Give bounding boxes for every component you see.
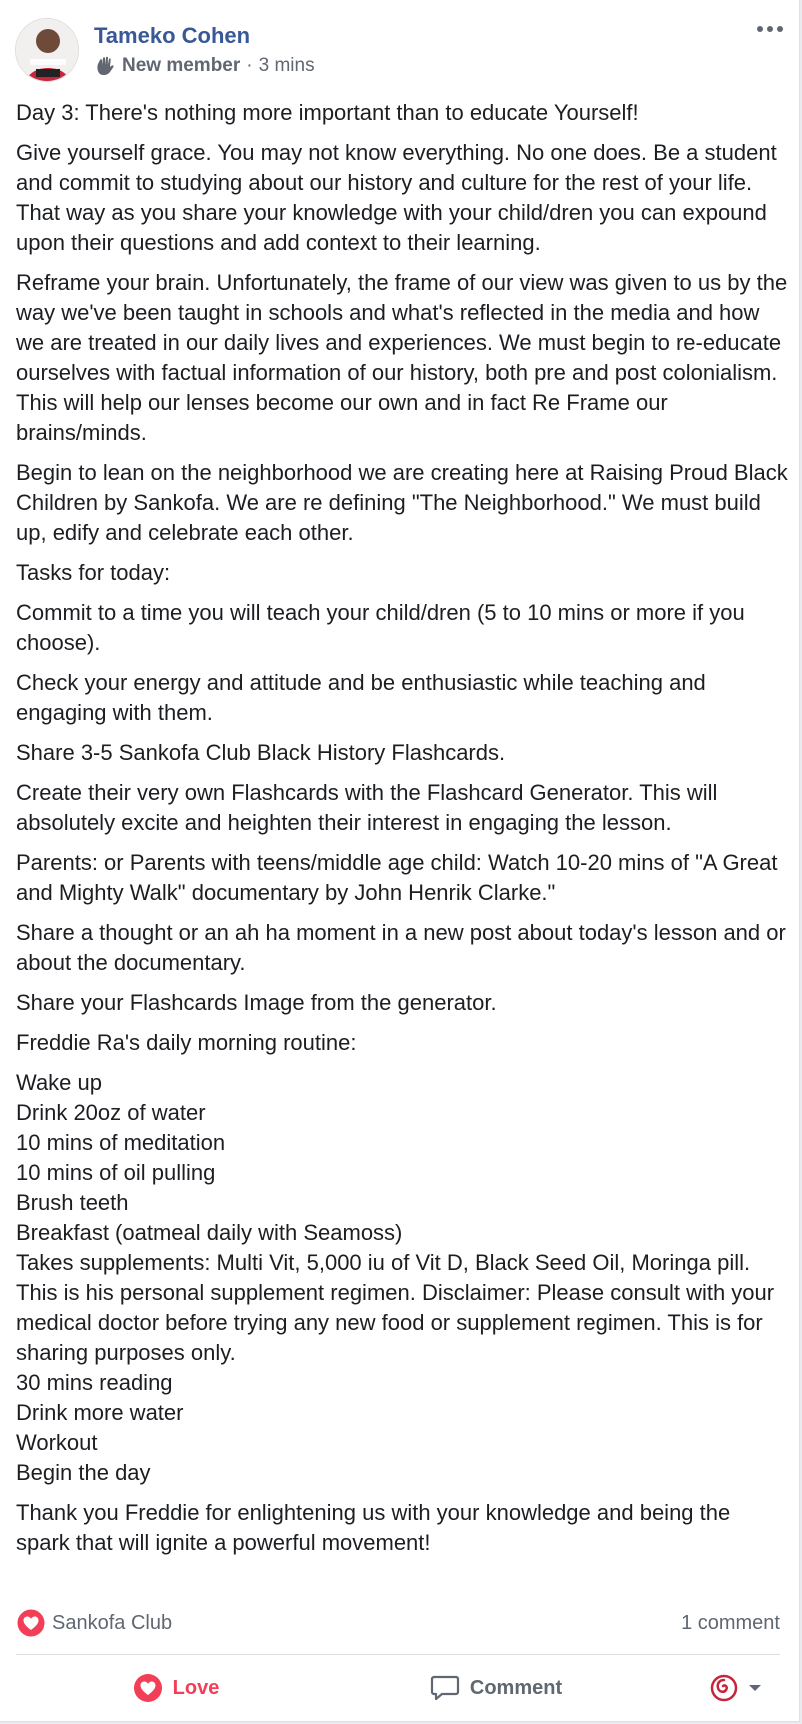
post-paragraph	[16, 458, 788, 548]
comment-label: Comment	[469, 1676, 563, 1699]
love-button[interactable]	[16, 1664, 336, 1712]
post-text-line: Breakfast (oatmeal daily with Seamoss)	[16, 1220, 403, 1245]
actions-divider	[16, 1654, 780, 1655]
post-text-line: Begin to lean on the neighborhood we are creating here at Raising Proud Black Children by Sankofa. We are re defining "The Neighborhood." We must build up, edify and celebrate each other.	[16, 460, 788, 545]
post-text-line: Freddie Ra's daily morning routine:	[16, 1030, 357, 1055]
chevron-down-icon	[748, 1683, 762, 1693]
post-text-line: Tasks for today:	[16, 560, 171, 585]
heart-reaction-icon	[16, 1608, 46, 1638]
reactor-name: Sankofa Club	[52, 1611, 173, 1634]
post-text-line: Parents: or Parents with teens/middle age child: Watch 10-20 mins of "A Great and Mighty Walk" documentary by John Henrik Clarke."	[16, 850, 778, 905]
post-as-selector[interactable]	[656, 1664, 780, 1712]
post-paragraph	[16, 668, 788, 728]
post-paragraph	[16, 268, 788, 448]
post-text-line: Drink 20oz of water	[16, 1100, 206, 1125]
reactions-summary	[16, 1608, 780, 1638]
post-paragraph	[16, 98, 788, 128]
heart-icon	[133, 1673, 163, 1703]
love-label: Love	[172, 1676, 220, 1699]
post-meta	[94, 55, 315, 77]
post-text-line: 10 mins of meditation	[16, 1130, 226, 1155]
meta-separator: ·	[246, 55, 253, 76]
post-text-line: Begin the day	[16, 1460, 151, 1485]
post-text-line: Give yourself grace. You may not know everything. No one does. Be a student and commit to studying about our history and culture for the rest of your life.	[16, 140, 777, 195]
post-text-line: Check your energy and attitude and be enthusiastic while teaching and engaging with them.	[16, 670, 706, 725]
post-text-line: That way as you share your knowledge with your child/dren you can expound upon their questions and add context to their learning.	[16, 200, 767, 255]
post-paragraph	[16, 138, 788, 258]
post-text-line: Share your Flashcards Image from the generator.	[16, 990, 497, 1015]
post-text-line: Create their very own Flashcards with the Flashcard Generator. This will absolutely excite and heighten their interest in engaging the lesson.	[16, 780, 718, 835]
avatar-image	[16, 19, 79, 82]
post-text-line: Brush teeth	[16, 1190, 129, 1215]
post-text-line: Wake up	[16, 1070, 103, 1095]
post-paragraph	[16, 598, 788, 658]
post-text-line: 30 mins reading	[16, 1370, 173, 1395]
post-text-line: Takes supplements: Multi Vit, 5,000 iu of Vit D, Black Seed Oil, Moringa pill. This is his personal supplement regimen. Disclaimer: Please consult with your medical doctor before trying any new food or supplement regimen. This is for sharing purposes only.	[16, 1250, 775, 1365]
post-text-line: Workout	[16, 1430, 98, 1455]
post-body	[16, 98, 788, 1568]
author-name[interactable]: Tameko Cohen	[94, 23, 251, 48]
comment-button[interactable]	[336, 1664, 656, 1712]
sankofa-logo-icon	[710, 1674, 738, 1702]
post-text-line: 10 mins of oil pulling	[16, 1160, 216, 1185]
post-paragraph	[16, 1068, 788, 1488]
reactions-list[interactable]	[16, 1608, 172, 1638]
post-paragraph	[16, 558, 788, 588]
post-paragraph	[16, 918, 788, 978]
post-actions	[16, 1660, 780, 1716]
comment-count[interactable]: 1 comment	[681, 1611, 780, 1634]
post-text-line: Reframe your brain. Unfortunately, the frame of our view was given to us by the way we've been taught in schools and what's reflected in the media and how we are treated in our daily lives and experiences. We must begin to re-educate ourselves with factual information of our history, both pre and post colonialism. This will help our lenses become our own and in fact Re Frame our brains/minds.	[16, 270, 788, 445]
post-header	[0, 0, 799, 88]
post-text-line: Drink more water	[16, 1400, 184, 1425]
post-text-line: Day 3: There's nothing more important than to educate Yourself!	[16, 100, 639, 125]
post-paragraph	[16, 1028, 788, 1058]
comment-icon	[430, 1674, 460, 1702]
post-text-line: Commit to a time you will teach your child/dren (5 to 10 mins or more if you choose).	[16, 600, 745, 655]
post-paragraph	[16, 1498, 788, 1558]
more-icon	[756, 25, 784, 33]
post-text-line: Share a thought or an ah ha moment in a new post about today's lesson and or about the documentary.	[16, 920, 786, 975]
post-timestamp[interactable]: 3 mins	[258, 55, 315, 76]
post-paragraph	[16, 778, 788, 838]
post-text-line: Share 3-5 Sankofa Club Black History Flashcards.	[16, 740, 506, 765]
avatar[interactable]	[15, 18, 79, 82]
post-paragraph	[16, 988, 788, 1018]
post-paragraph	[16, 738, 788, 768]
post-text-line: Thank you Freddie for enlightening us with your knowledge and being the spark that will ignite a powerful movement!	[16, 1500, 731, 1555]
member-badge: New member	[122, 55, 241, 76]
post-paragraph	[16, 848, 788, 908]
waving-hand-icon	[94, 55, 116, 77]
more-options-button[interactable]	[753, 18, 787, 40]
